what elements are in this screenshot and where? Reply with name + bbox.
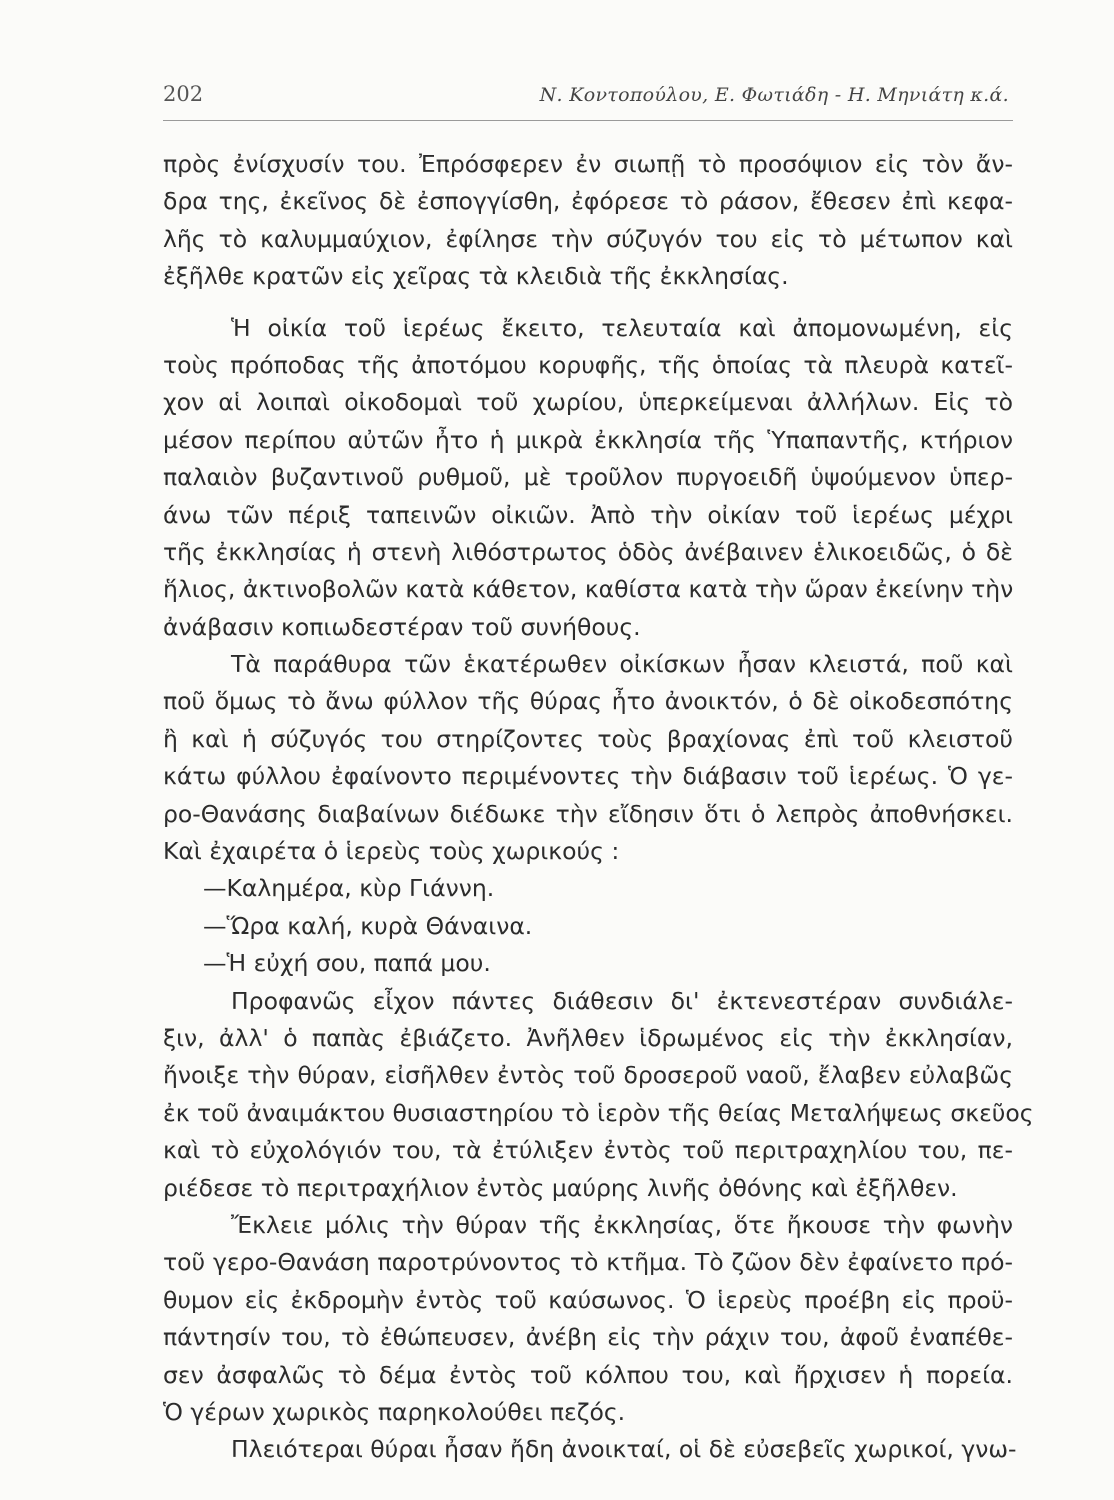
text-line: τῆς ἐκκλησίας ἡ στενὴ λιθόστρωτος ὁδὸς ἀνέβαινεν ἑλικοειδῶς, ὁ δὲ xyxy=(163,537,1013,566)
text-line: ἤνοιξε τὴν θύραν, εἰσῆλθεν ἐντὸς τοῦ δροσεροῦ ναοῦ, ἔλαβεν εὐλαβῶς xyxy=(163,1061,1013,1090)
text-line: Ὁ γέρων χωρικὸς παρηκολούθει πεζός. xyxy=(163,1397,626,1426)
text-line: άνω τῶν πέριξ ταπεινῶν οἰκιῶν. Ἀπὸ τὴν οἰκίαν τοῦ ἱερέως μέχρι xyxy=(163,500,1013,529)
text-line: ριέδεσε τὸ περιτραχήλιον ἐντὸς μαύρης λινῆς ὀθόνης καὶ ἐξῆλθεν. xyxy=(163,1173,958,1202)
header-rule xyxy=(163,120,1013,121)
dialogue-line: —Ἡ εὐχή σου, παπά μου. xyxy=(203,949,491,978)
text-line: λῆς τὸ καλυμμαύχιον, ἐφίλησε τὴν σύζυγόν του εἰς τὸ μέτωπον καὶ xyxy=(163,224,1013,253)
text-line: μέσον περίπου αὐτῶν ἦτο ἡ μικρὰ ἐκκλησία τῆς Ὑπαπαντῆς, κτήριον xyxy=(163,425,1013,454)
text-line: καὶ τὸ εὐχολόγιόν του, τὰ ἐτύλιξεν ἐντὸς τοῦ περιτραχηλίου του, πε- xyxy=(163,1136,1013,1165)
text-line: Τὰ παράθυρα τῶν ἑκατέρωθεν οἰκίσκων ἦσαν κλειστά, ποῦ καὶ xyxy=(231,650,1013,679)
text-line: Πλειότεραι θύραι ἦσαν ἤδη ἀνοικταί, οἱ δὲ εὐσεβεῖς χωρικοί, γνω- xyxy=(231,1435,1017,1464)
text-line: πάντησίν του, τὸ ἐθώπευσεν, ἀνέβη εἰς τὴν ράχιν του, ἀφοῦ ἐναπέθε- xyxy=(163,1323,1013,1352)
text-line: τοὺς πρόποδας τῆς ἀποτόμου κορυφῆς, τῆς ὁποίας τὰ πλευρὰ κατεῖ- xyxy=(163,350,1013,379)
text-line: ἢ καὶ ἡ σύζυγός του στηρίζοντες τοὺς βραχίονας ἐπὶ τοῦ κλειστοῦ xyxy=(163,724,1013,753)
text-line: ξιν, ἀλλ' ὁ παπὰς ἐβιάζετο. Ἀνῆλθεν ἱδρωμένος εἰς τὴν ἐκκλησίαν, xyxy=(163,1023,1013,1052)
text-line: πρὸς ἐνίσχυσίν του. Ἐπρόσφερεν ἐν σιωπῇ τὸ προσόψιον εἰς τὸν ἄν- xyxy=(163,150,1013,178)
dialogue-line: —Ὥρα καλή, κυρὰ Θάναινα. xyxy=(203,911,533,940)
text-line: τοῦ γερο-Θανάση παροτρύνοντος τὸ κτῆμα. Τὸ ζῶον δὲν ἐφαίνετο πρό- xyxy=(163,1248,1013,1277)
text-line: ἐξῆλθε κρατῶν εἰς χεῖρας τὰ κλειδιὰ τῆς ἐκκλησίας. xyxy=(163,262,789,291)
text-line: σεν ἀσφαλῶς τὸ δέμα ἐντὸς τοῦ κόλπου του, καὶ ἤρχισεν ἡ πορεία. xyxy=(163,1360,1013,1389)
text-line: Ἡ οἰκία τοῦ ἱερέως ἔκειτο, τελευταία καὶ ἀπομονωμένη, εἰς xyxy=(231,313,1013,342)
text-line: θυμον εἰς ἐκδρομὴν ἐντὸς τοῦ καύσωνος. Ὁ ἱερεὺς προέβη εἰς προϋ- xyxy=(163,1285,1013,1314)
text-line: κάτω φύλλου ἐφαίνοντο περιμένοντες τὴν διάβασιν τοῦ ἱερέως. Ὁ γε- xyxy=(163,762,1013,791)
text-line: ἀνάβασιν κοπιωδεστέραν τοῦ συνήθους. xyxy=(163,612,641,641)
body-text xyxy=(163,146,1034,1469)
paragraph-gap xyxy=(163,296,1013,310)
dialogue-line: —Καλημέρα, κὺρ Γιάννη. xyxy=(203,874,495,903)
text-line: ἐκ τοῦ ἀναιμάκτου θυσιαστηρίου τὸ ἱερὸν τῆς θείας Μεταλήψεως σκεῦος xyxy=(163,1098,1034,1127)
text-line: δρα της, ἐκεῖνος δὲ ἐσπογγίσθη, ἐφόρεσε τὸ ράσον, ἔθεσεν ἐπὶ κεφα- xyxy=(163,187,1013,216)
text-line: παλαιὸν βυζαντινοῦ ρυθμοῦ, μὲ τροῦλον πυργοειδῆ ὑψούμενον ὑπερ- xyxy=(163,463,1013,492)
text-line: Ἔκλειε μόλις τὴν θύραν τῆς ἐκκλησίας, ὅτε ἤκουσε τὴν φωνὴν xyxy=(231,1210,1013,1239)
text-line: ποῦ ὅμως τὸ ἄνω φύλλον τῆς θύρας ἦτο ἀνοικτόν, ὁ δὲ οἰκοδεσπότης xyxy=(163,687,1013,716)
page-number: 202 xyxy=(163,82,204,106)
text-line: ἥλιος, ἀκτινοβολῶν κατὰ κάθετον, καθίστα κατὰ τὴν ὥραν ἐκείνην τὴν xyxy=(163,575,1014,604)
text-line: Καὶ ἐχαιρέτα ὁ ἱερεὺς τοὺς χωρικούς : xyxy=(163,837,620,866)
text-line: Προφανῶς εἶχον πάντες διάθεσιν δι' ἐκτενεστέραν συνδιάλε- xyxy=(231,986,1013,1015)
text-line: ρο-Θανάσης διαβαίνων διέδωκε τὴν εἴδησιν ὅτι ὁ λεπρὸς ἀποθνήσκει. xyxy=(163,799,1013,828)
running-head: Ν. Κοντοπούλου, Ε. Φωτιάδη - Η. Μηνιάτη κ.ά. xyxy=(539,84,1009,106)
page-header xyxy=(163,78,1013,114)
text-line: χον αἱ λοιπαὶ οἰκοδομαὶ τοῦ χωρίου, ὑπερκείμεναι ἀλλήλων. Εἰς τὸ xyxy=(163,388,1013,417)
